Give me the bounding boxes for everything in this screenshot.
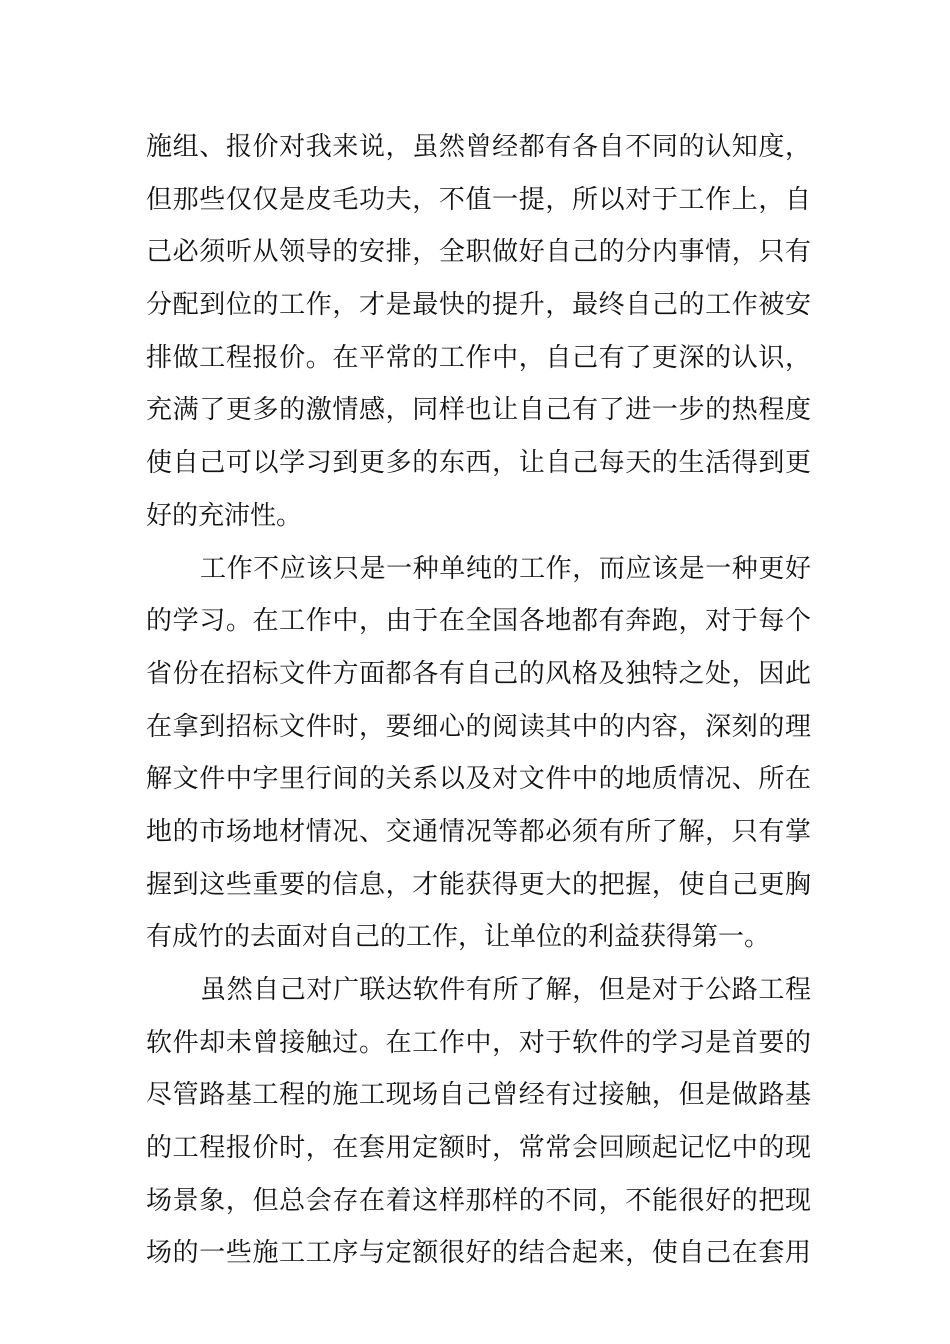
text-line: 排做工程报价。在平常的工作中，自己有了更深的认识， [146,342,811,373]
paragraph-first-line: 虽然自己对广联达软件有所了解，但是对于公路工程 [200,975,811,1005]
text-line: 分配到位的工作，才是最快的提升，最终自己的工作被安 [146,290,811,321]
text-line: 握到这些重要的信息，才能获得更大的把握，使自己更胸 [146,869,811,900]
text-line: 己必须听从领导的安排，全职做好自己的分内事情，只有 [146,237,811,268]
text-line: 在拿到招标文件时，要细心的阅读其中的内容，深刻的理 [146,711,811,742]
text-line: 使自己可以学习到更多的东西，让自己每天的生活得到更 [146,448,811,479]
text-line: 好的充沛性。 [146,500,303,531]
text-line: 场的一些施工工序与定额很好的结合起来，使自己在套用 [146,1238,811,1269]
text-line: 的工程报价时，在套用定额时，常常会回顾起记忆中的现 [146,1133,811,1164]
text-line: 软件却未曾接触过。在工作中，对于软件的学习是首要的 [146,1027,811,1058]
text-line: 场景象，但总会存在着这样那样的不同，不能很好的把现 [146,1185,811,1216]
text-line: 尽管路基工程的施工现场自己曾经有过接触，但是做路基 [146,1080,811,1111]
text-line: 省份在招标文件方面都各有自己的风格及独特之处，因此 [146,658,811,689]
paragraph-first-line: 工作不应该只是一种单纯的工作，而应该是一种更好 [200,553,811,584]
text-line: 地的市场地材情况、交通情况等都必须有所了解，只有掌 [146,816,811,847]
text-line: 施组、报价对我来说，虽然曾经都有各自不同的认知度， [146,132,811,162]
text-line: 有成竹的去面对自己的工作，让单位的利益获得第一。 [146,922,771,953]
text-line: 充满了更多的激情感，同样也让自己有了进一步的热程度 [146,395,811,426]
text-line: 但那些仅仅是皮毛功夫，不值一提，所以对于工作上，自 [146,184,811,215]
text-line: 解文件中字里行间的关系以及对文件中的地质情况、所在 [146,764,811,795]
body-text [146,121,811,1280]
text-line: 的学习。在工作中，由于在全国各地都有奔跑，对于每个 [146,606,811,637]
